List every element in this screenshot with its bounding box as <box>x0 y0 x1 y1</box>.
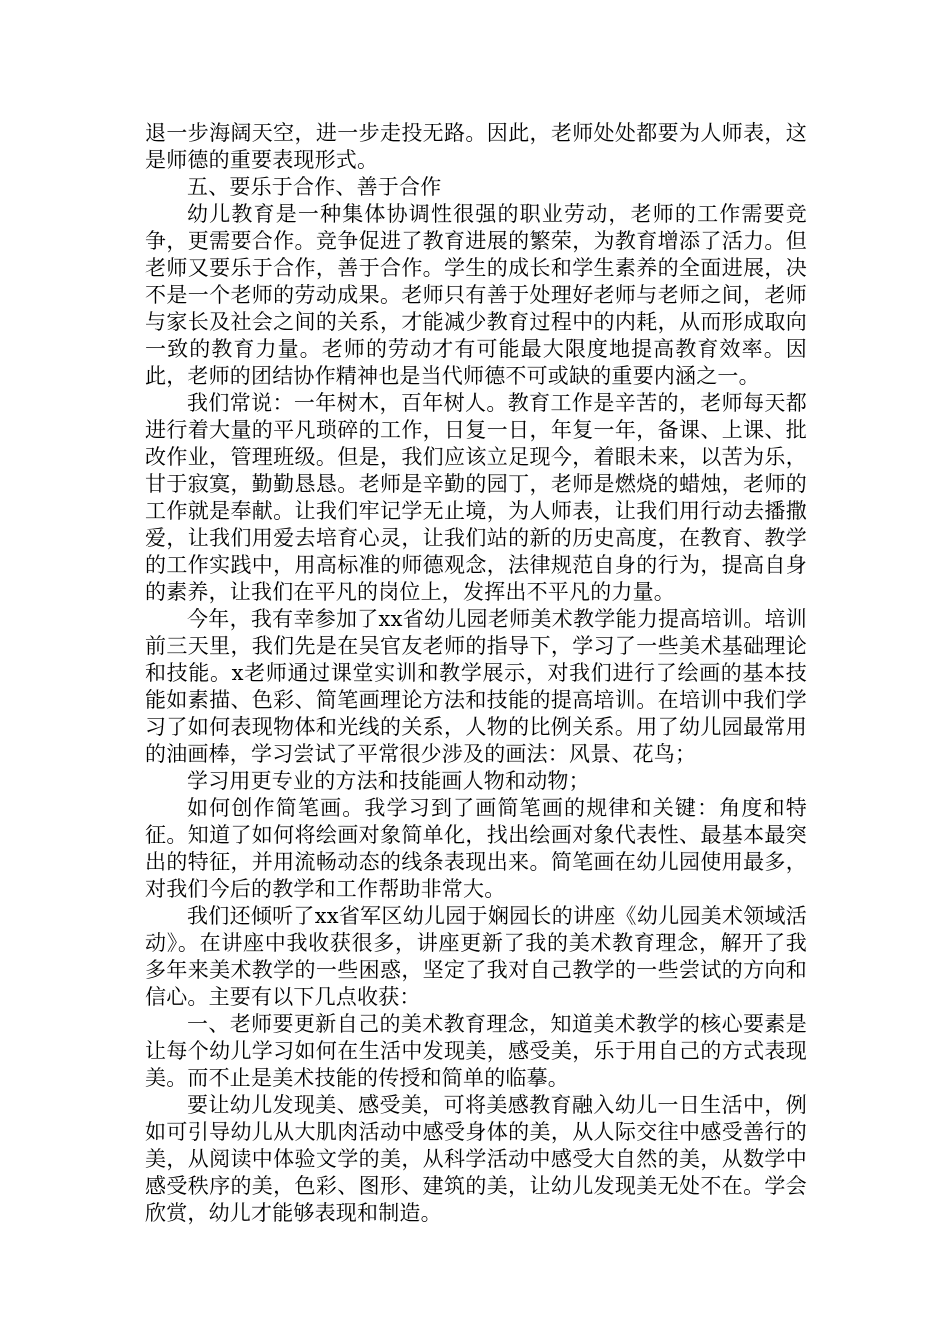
document-body <box>145 120 807 1227</box>
paragraph-figures-animals: 学习用更专业的方法和技能画人物和动物； <box>187 769 590 793</box>
paragraph-point-one: 一、老师要更新自己的美术教育理念，知道美术教学的核心要素是让每个幼儿学习如何在生活中发现美，感受美，乐于用自己的方式表现美。而不止是美术技能的传授和简单的临摹。 <box>145 1012 807 1090</box>
paragraph-lecture: 我们还倾听了xx省军区幼儿园于娴园长的讲座《幼儿园美术领域活动》。在讲座中我收获很多，讲座更新了我的美术教育理念，解开了我多年来美术教学的一些困惑，坚定了我对自己教学的一些尝试的方向和信心。主要有以下几点收获： <box>145 904 807 1009</box>
paragraph-teacher-role-model: 退一步海阔天空，进一步走投无路。因此，老师处处都要为人师表，这是师德的重要表现形式。 <box>145 121 807 172</box>
paragraph-cooperation: 幼儿教育是一种集体协调性很强的职业劳动，老师的工作需要竞争，更需要合作。竞争促进了教育进展的繁荣，为教育增添了活力。但老师又要乐于合作，善于合作。学生的成长和学生素养的全面进展，决不是一个老师的劳动成果。老师只有善于处理好老师与老师之间，老师与家长及社会之间的关系，才能减少教育过程中的内耗，从而形成取向一致的教育力量。老师的劳动才有可能最大限度地提高教育效率。因此，老师的团结协作精神也是当代师德不可或缺的重要内涵之一。 <box>145 202 807 388</box>
paragraph-simple-drawing: 如何创作简笔画。我学习到了画简笔画的规律和关键：角度和特征。知道了如何将绘画对象简单化，找出绘画对象代表性、最基本最突出的特征，并用流畅动态的线条表现出来。简笔画在幼儿园使用最多，对我们今后的教学和工作帮助非常大。 <box>145 796 807 901</box>
paragraph-discover-beauty: 要让幼儿发现美、感受美，可将美感教育融入幼儿一日生活中，例如可引导幼儿从大肌肉活动中感受身体的美，从人际交往中感受善行的美，从阅读中体验文学的美，从科学活动中感受大自然的美，从数学中感受秩序的美，色彩、图形、建筑的美，让幼儿发现美无处不在。学会欣赏，幼儿才能够表现和制造。 <box>145 1093 807 1225</box>
paragraph-dedication: 我们常说：一年树木，百年树人。教育工作是辛苦的，老师每天都进行着大量的平凡琐碎的工作，日复一日，年复一年，备课、上课、批改作业，管理班级。但是，我们应该立足现今，着眼未来，以苦为乐，甘于寂寞，勤勤恳恳。老师是辛勤的园丁，老师是燃烧的蜡烛，老师的工作就是奉献。让我们牢记学无止境，为人师表，让我们用行动去播撒爱，让我们用爱去培育心灵，让我们站的新的历史高度，在教育、教学的工作实践中，用高标准的师德观念，法律规范自身的行为，提高自身的素养，让我们在平凡的岗位上，发挥出不平凡的力量。 <box>145 391 807 604</box>
paragraph-art-training: 今年，我有幸参加了xx省幼儿园老师美术教学能力提高培训。培训前三天里，我们先是在吴官友老师的指导下，学习了一些美术基础理论和技能。x老师通过课堂实训和教学展示，对我们进行了绘画的基本技能如素描、色彩、简笔画理论方法和技能的提高培训。在培训中我们学习了如何表现物体和光线的关系，人物的比例关系。用了幼儿园最常用的油画棒，学习尝试了平常很少涉及的画法：风景、花鸟； <box>145 607 807 766</box>
section-heading-cooperation: 五、要乐于合作、善于合作 <box>187 175 442 199</box>
